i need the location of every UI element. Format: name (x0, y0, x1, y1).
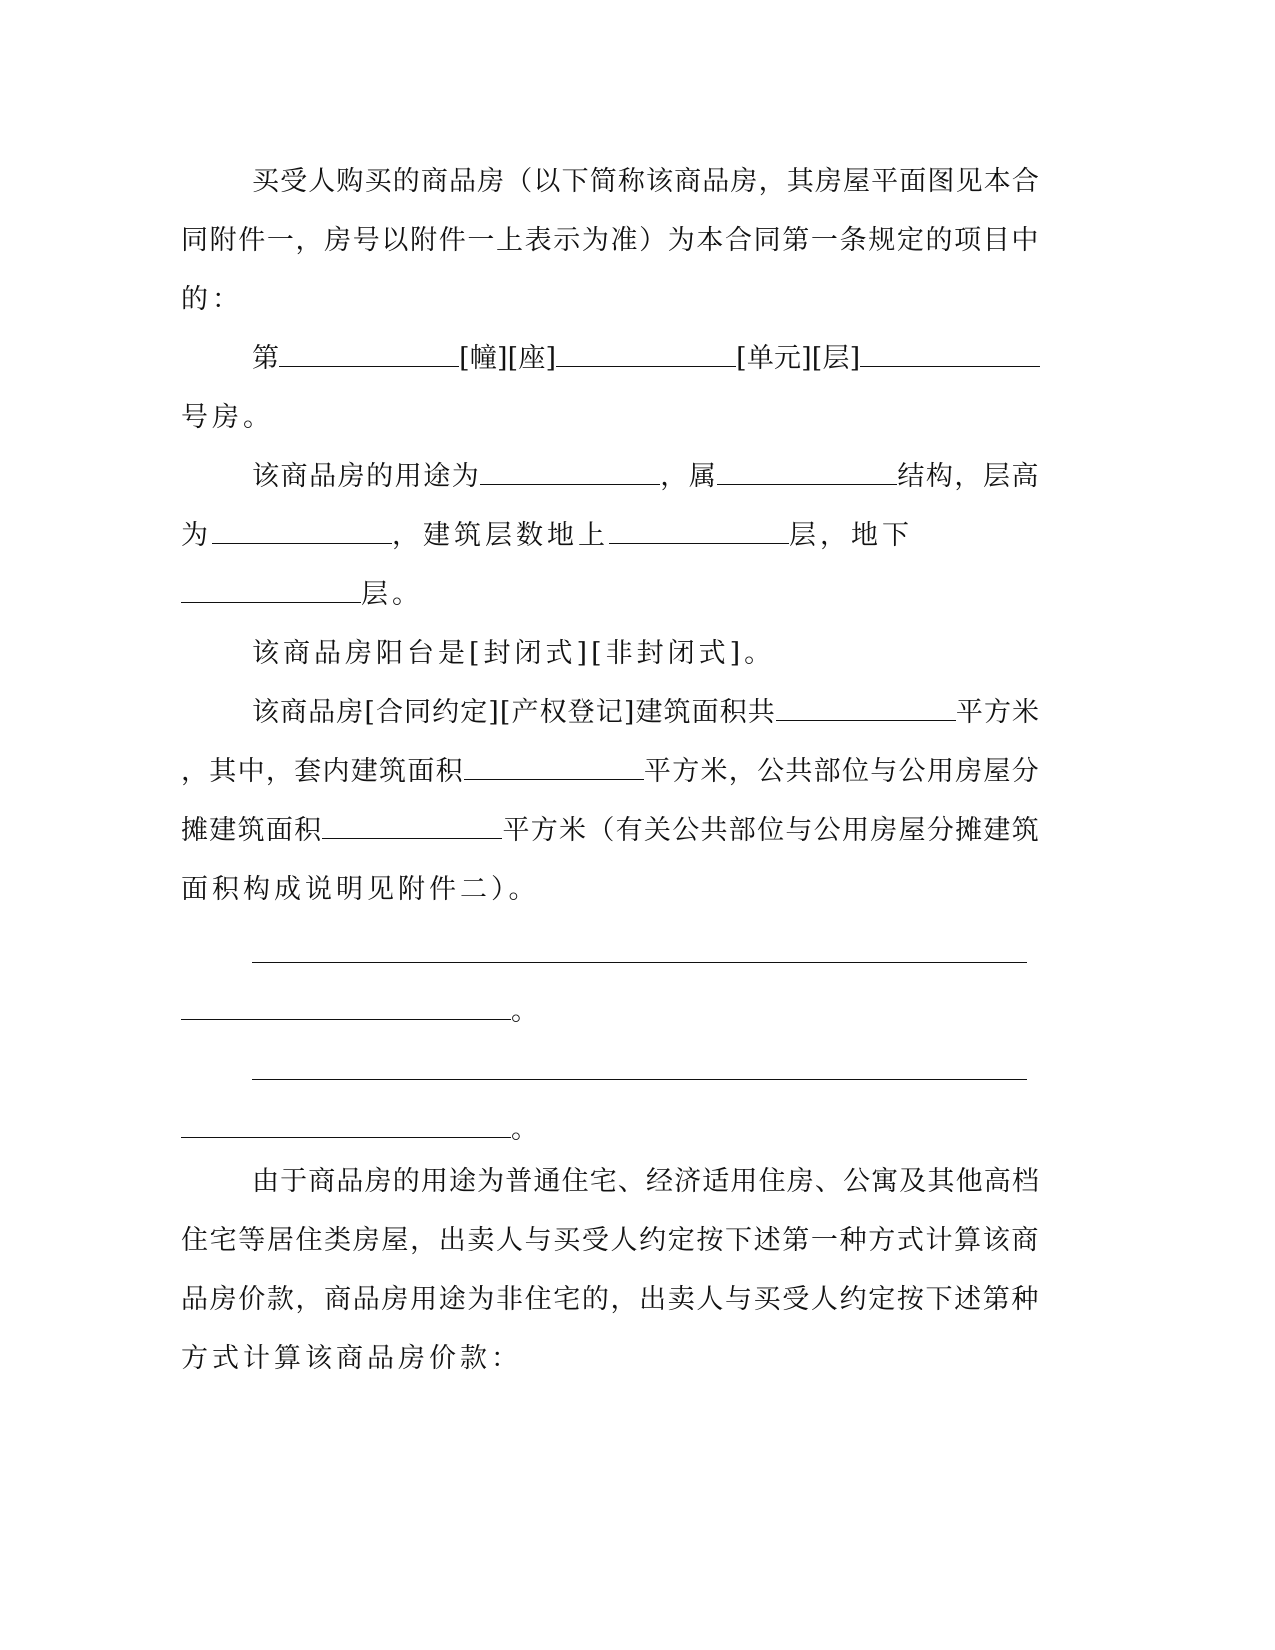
blank-para2-line2 (181, 1110, 542, 1150)
blank-long-1b[interactable] (181, 993, 511, 1020)
para5-line4: 面积构成说明见附件二）。 (181, 874, 540, 905)
belong-label: ，属 (660, 461, 718, 492)
para5-line3 (181, 811, 1040, 851)
para5-line2-prefix: ，其中，套内建筑面积 (181, 756, 464, 787)
blank-long-2b[interactable] (181, 1111, 511, 1138)
blank-long-1a[interactable] (252, 936, 1027, 963)
below-label: 层，地下 (789, 520, 913, 551)
unit-option: [单元][层] (736, 343, 861, 374)
blank-building[interactable] (279, 340, 459, 367)
blank-total-area[interactable] (776, 694, 956, 721)
para5-line3-prefix: 摊建筑面积 (181, 815, 323, 846)
blank-floors-above[interactable] (609, 517, 789, 544)
blank-structure[interactable] (717, 458, 897, 485)
blank-long-2a[interactable] (252, 1053, 1027, 1080)
building-option: [幢][座] (459, 343, 557, 374)
structure-label: 结构，层高 (897, 461, 1041, 492)
para6-line3: 品房价款，商品房用途为非住宅的，出卖人与买受人约定按下述第种 (181, 1284, 1040, 1315)
blank-floors-below[interactable] (181, 576, 361, 603)
blank-para1-line1 (252, 935, 1027, 975)
blank-inner-area[interactable] (464, 753, 644, 780)
blank-unit[interactable] (556, 340, 736, 367)
para5-prefix: 该商品房[合同约定][产权登记]建筑面积共 (252, 697, 776, 728)
para3-line3 (181, 575, 423, 615)
blank-room[interactable] (860, 340, 1040, 367)
para5-line2 (181, 752, 1040, 792)
blank-para2-end: 。 (511, 1114, 542, 1145)
para2-line2: 号房。 (181, 402, 274, 433)
para3-line2 (181, 516, 913, 556)
blank-usage[interactable] (480, 458, 660, 485)
para2-prefix: 第 (252, 343, 280, 374)
para6-line1: 由于商品房的用途为普通住宅、经济适用住房、公寓及其他高档 (252, 1166, 1040, 1197)
para6-line4: 方式计算该商品房价款： (181, 1343, 522, 1374)
para6-line2: 住宅等居住类房屋，出卖人与买受人约定按下述第一种方式计算该商 (181, 1225, 1040, 1256)
para5-line2-suffix: 平方米，公共部位与公用房屋分 (643, 756, 1041, 787)
para4-line1: 该商品房阳台是[封闭式][非封闭式]。 (252, 638, 776, 669)
para1-line3: 的： (181, 284, 243, 315)
blank-para1-end: 。 (511, 996, 542, 1027)
para3-prefix: 该商品房的用途为 (252, 461, 481, 492)
blank-floor-height[interactable] (212, 517, 392, 544)
para5-line3-suffix: 平方米（有关公共部位与公用房屋分摊建筑 (502, 815, 1041, 846)
para5-line1 (252, 693, 1040, 733)
blank-para2-line1 (252, 1052, 1027, 1092)
floors-above-label: ，建筑层数地上 (392, 520, 609, 551)
para3-line1 (252, 457, 1040, 497)
para2-line1 (252, 339, 1040, 379)
blank-para1-line2 (181, 992, 542, 1032)
para1-line1: 买受人购买的商品房（以下简称该商品房，其房屋平面图见本合 (252, 166, 1040, 197)
para1-line2: 同附件一，房号以附件一上表示为准）为本合同第一条规定的项目中 (181, 225, 1040, 256)
sqm-label: 平方米 (955, 697, 1041, 728)
para3-line2-prefix: 为 (181, 520, 212, 551)
floor-end-label: 层。 (361, 579, 423, 610)
blank-shared-area[interactable] (322, 812, 502, 839)
